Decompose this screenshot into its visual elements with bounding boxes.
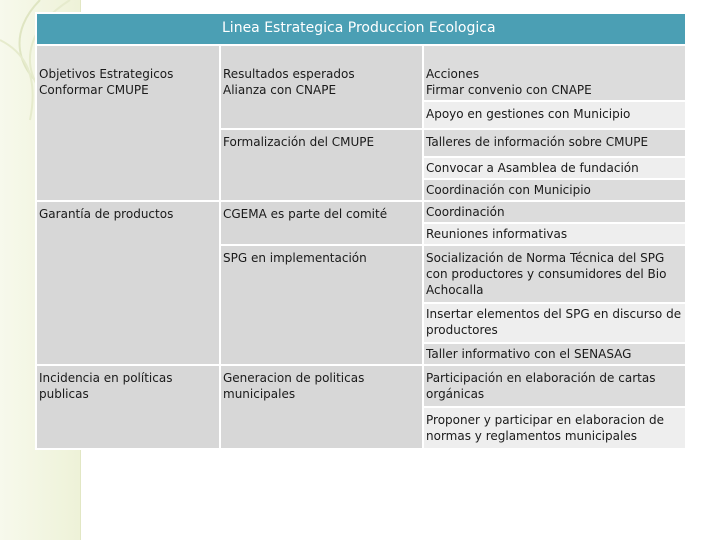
table-header-row — [36, 13, 686, 45]
table-row — [36, 45, 686, 101]
objective-cell: Incidencia en políticas publicas — [36, 365, 220, 449]
result-cell: Generacion de politicas municipales — [220, 365, 423, 449]
action-cell: Convocar a Asamblea de fundación — [423, 157, 686, 179]
action-cell: Coordinación — [423, 201, 686, 223]
action-cell: Talleres de información sobre CMUPE — [423, 129, 686, 157]
result-cell: Formalización del CMUPE — [220, 129, 423, 201]
action-cell: Reuniones informativas — [423, 223, 686, 245]
result-cell: CGEMA es parte del comité — [220, 201, 423, 245]
result-cell: Resultados esperados Alianza con CNAPE — [220, 45, 423, 129]
action-cell: Insertar elementos del SPG en discurso de productores — [423, 303, 686, 343]
table-title: Linea Estrategica Produccion Ecologica — [36, 13, 686, 45]
objective-cell: Objetivos Estrategicos Conformar CMUPE — [36, 45, 220, 201]
table-row — [36, 365, 686, 407]
table-row — [36, 201, 686, 223]
action-cell: Acciones Firmar convenio con CNAPE — [423, 45, 686, 101]
strategy-table — [35, 12, 687, 450]
action-cell: Proponer y participar en elaboracion de normas y reglamentos municipales — [423, 407, 686, 449]
action-cell: Apoyo en gestiones con Municipio — [423, 101, 686, 129]
action-cell: Taller informativo con el SENASAG — [423, 343, 686, 365]
action-cell: Participación en elaboración de cartas orgánicas — [423, 365, 686, 407]
action-cell: Coordinación con Municipio — [423, 179, 686, 201]
action-cell: Socialización de Norma Técnica del SPG con productores y consumidores del Bio Achocalla — [423, 245, 686, 303]
result-cell: SPG en implementación — [220, 245, 423, 365]
objective-cell: Garantía de productos — [36, 201, 220, 365]
